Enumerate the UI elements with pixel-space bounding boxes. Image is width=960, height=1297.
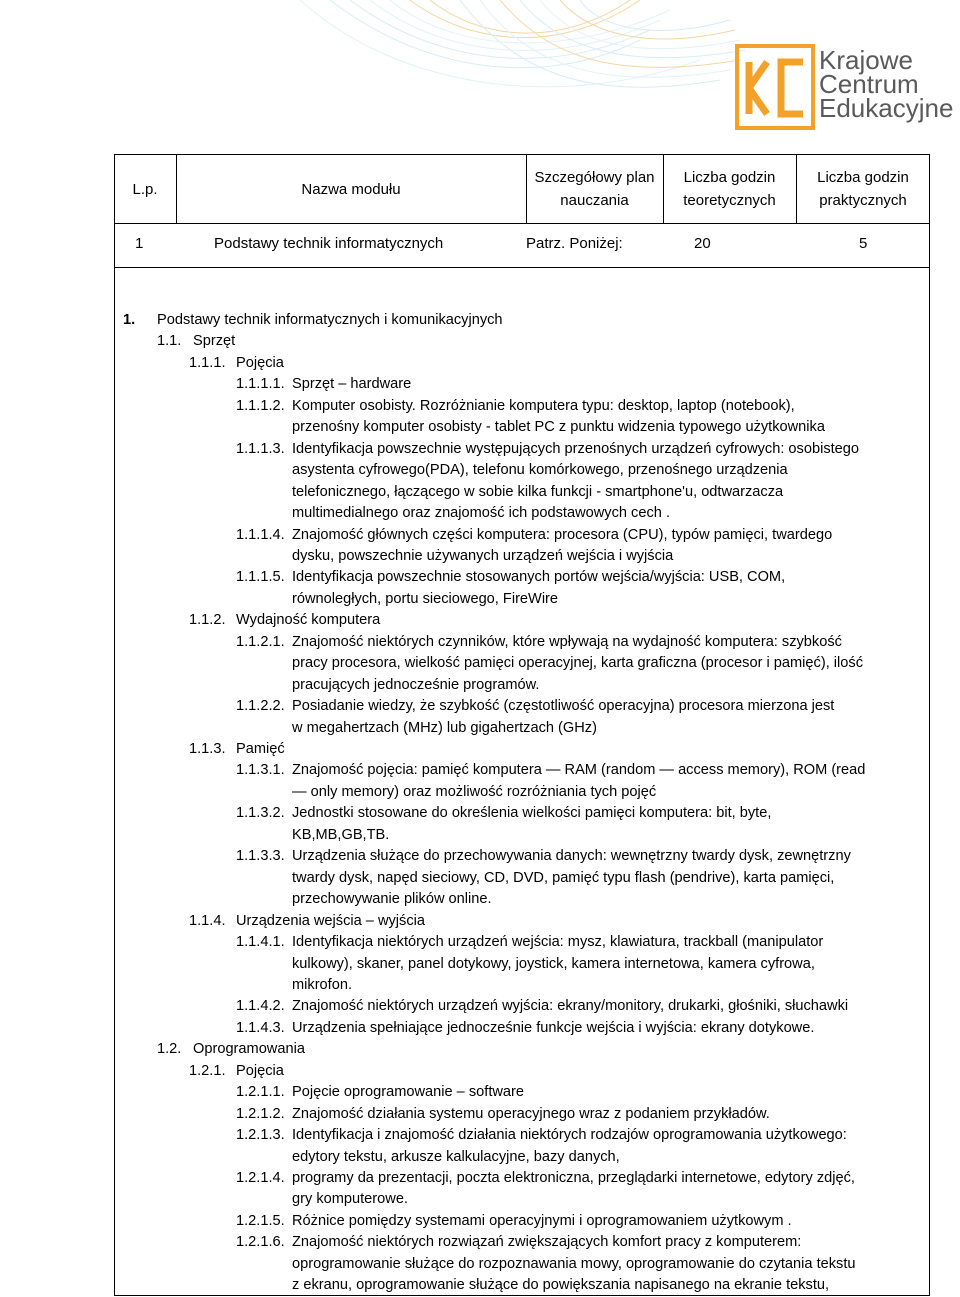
outline-number: 1.1.3.3. [236,848,285,865]
outline-number: 1.1.1.5. [236,569,285,586]
logo-line-1: Krajowe [819,45,913,75]
outline-text: pracy procesora, wielkość pamięci operacyjnej, karta graficzna (procesor i pamięć), ilość [292,655,864,672]
outline-number: 1.2.1.5. [236,1212,285,1229]
row-plan: Patrz. Poniżej: [526,235,623,252]
outline-number: 1.2.1.3. [236,1127,285,1144]
outline-text: Urządzenia wejścia – wyjścia [236,912,425,929]
outline-number: 1.1.4.2. [236,998,285,1015]
header-practice-hours [796,154,930,224]
outline-text: Znajomość niektórych rozwiązań zwiększających komfort pracy z komputerem: [292,1234,802,1251]
outline-text: Pojęcia [236,354,284,371]
logo [735,40,955,132]
header-module-name-text: Nazwa modułu [301,180,401,198]
outline-text: Sprzęt – hardware [292,376,412,393]
outline-text: Komputer osobisty. Rozróżnianie komputera typu: desktop, laptop (notebook), [292,397,795,414]
header-theory-line-1: Liczba godzin [683,169,776,186]
header-plan-line-1: Szczegółowy plan [534,169,655,186]
outline-text: edytory tekstu, arkusze kalkulacyjne, bazy danych, [292,1148,620,1165]
outline-text: dysku, powszechnie używanych urządzeń wejścia i wyjścia [292,547,674,564]
outline-text: twardy dysk, napęd sieciowy, CD, DVD, pamięć typu flash (pendrive), karta pamięci, [292,869,835,886]
outline-number: 1.1. [157,333,182,350]
logo-line-2: Centrum [819,69,919,99]
page-header [0,0,960,140]
outline-text: Podstawy technik informatycznych i komunikacyjnych [157,312,503,328]
outline-number: 1.2.1.4. [236,1170,285,1186]
outline-number: 1.2.1.2. [236,1105,285,1122]
outline-number: 1.1.2.1. [236,633,285,650]
header-lp-text: L.p. [132,180,158,198]
outline-text: oprogramowanie służące do rozpoznawania mowy, oprogramowanie do czytania tekstu [292,1255,856,1272]
outline-text: pracujących jednocześnie programów. [292,676,540,693]
outline-text: Identyfikacja i znajomość działania niektórych rodzajów oprogramowania użytkowego: [292,1127,847,1144]
outline-text: telefonicznego, łączącego w sobie kilka funkcji - smartphone'u, odtwarzacza [292,483,784,500]
outline-text: Identyfikacja niektórych urządzeń wejścia: mysz, klawiatura, trackball (manipulator [292,934,824,951]
outline-text: Identyfikacja powszechnie występujących przenośnych urządzeń cyfrowych: osobistego [292,440,860,457]
outline-number: 1.1.4.3. [236,1019,285,1036]
outline-number: 1.1.2. [189,612,226,629]
outline-number: 1.1.3. [189,741,226,757]
outline-number: 1.2.1.6. [236,1234,285,1251]
outline-text: Znajomość działania systemu operacyjnego wraz z podaniem przykładów. [292,1105,770,1122]
outline-text: Oprogramowania [193,1041,305,1058]
outline-text: Posiadanie wiedzy, że szybkość (częstotliwość operacyjna) procesora mierzona jest [292,698,835,715]
outline-text: w megahertzach (MHz) lub gigahertzach (GHz) [292,719,597,736]
outline-text: Pamięć [236,741,285,757]
outline-text: Znajomość niektórych czynników, które wpływają na wydajność komputera: szybkość [292,633,842,650]
logo-line-3: Edukacyjne [819,93,954,123]
outline-text: Urządzenia spełniające jednocześnie funkcje wejścia i wyjścia: ekrany dotykowe. [292,1019,815,1036]
outline-number: 1.1.4.1. [236,934,285,951]
header-plan [526,154,663,224]
outline-text: gry komputerowe. [292,1191,408,1208]
logo-text [819,45,954,123]
outline-text: Urządzenia służące do przechowywania danych: wewnętrzny twardy dysk, zewnętrzny [292,848,851,865]
logo-mark [735,40,817,132]
outline-text: asystenta cyfrowego(PDA), telefonu komórkowego, przenośnego urządzenia [292,462,788,479]
outline-text: mikrofon. [292,976,353,993]
outline-text: równoległych, portu sieciowego, FireWire [292,590,559,607]
outline-text: kulkowy), skaner, panel dotykowy, joystick, kamera internetowa, kamera cyfrowa, [292,955,815,972]
header-practice-line-2: praktycznych [819,192,907,209]
outline-text: Pojęcie oprogramowanie – software [292,1084,525,1101]
outline-text: Sprzęt [193,333,236,350]
outline-number: 1.1.1. [189,354,226,371]
outline-number: 1.2. [157,1041,182,1058]
header-plan-line-2: nauczania [560,192,629,209]
outline-text: programy da prezentacji, poczta elektroniczna, przeglądarki internetowe, edytory zdjęć, [292,1170,855,1186]
outline-number: 1.1.1.2. [236,397,285,414]
outline-text: przechowywanie plików online. [292,891,492,908]
outline-text: Identyfikacja powszechnie stosowanych portów wejścia/wyjścia: USB, COM, [292,569,786,586]
outline-number: 1.2.1.1. [236,1084,285,1101]
outline-text: multimedialnego oraz znajomość ich podstawowych cech . [292,505,670,522]
header-theory-line-2: teoretycznych [683,192,776,209]
outline-text: z ekranu, oprogramowanie służące do powiększania napisanego na ekranie tekstu, [292,1277,830,1294]
outline-text: KB,MB,GB,TB. [292,826,390,843]
header-lp [114,154,176,224]
row-practice-hours: 5 [859,235,868,252]
row-module-name: Podstawy technik informatycznych [214,235,444,252]
outline-number: 1.1.1.1. [236,376,285,393]
outline-number: 1. [123,312,136,328]
outline-text: Jednostki stosowane do określenia wielkości pamięci komputera: bit, byte, [292,805,772,822]
row-theory-hours: 20 [694,235,711,252]
table-row [114,224,930,267]
outline-text: — only memory) oraz możliwość rozróżniania tych pojęć [292,783,657,800]
header-module-name [176,154,526,224]
outline-text: Różnice pomiędzy systemami operacyjnymi i oprogramowaniem użytkowym . [292,1212,792,1229]
outline-number: 1.1.1.4. [236,526,285,543]
outline-text: Znajomość niektórych urządzeń wyjścia: ekrany/monitory, drukarki, głośniki, słuchawki [292,998,849,1015]
header-practice-line-1: Liczba godzin [817,169,909,186]
outline-number: 1.1.3.1. [236,762,285,779]
outline-text: Wydajność komputera [236,612,381,629]
outline-text: Znajomość pojęcia: pamięć komputera — RAM (random — access memory), ROM (read [292,762,866,779]
outline-text: przenośny komputer osobisty - tablet PC z punktu widzenia typowego użytkownika [292,419,825,436]
outline-number: 1.1.3.2. [236,805,285,822]
header-theory-hours [663,154,796,224]
outline-number: 1.1.1.3. [236,440,285,457]
outline-number: 1.2.1. [189,1062,226,1079]
row-lp: 1 [135,235,144,252]
outline-text: Znajomość głównych części komputera: procesora (CPU), typów pamięci, twardego [292,526,833,543]
outline-text: Pojęcia [236,1062,284,1079]
outline-number: 1.1.4. [189,912,226,929]
outline-number: 1.1.2.2. [236,698,285,715]
